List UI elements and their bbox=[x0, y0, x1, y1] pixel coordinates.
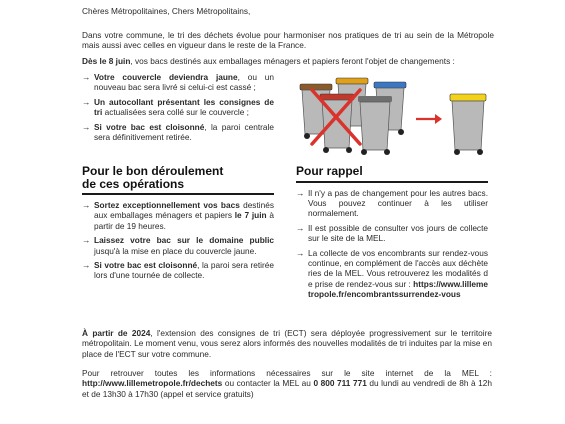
bin-wheel bbox=[398, 129, 404, 135]
section-operations-title bbox=[82, 165, 274, 190]
bin-grey-icon bbox=[358, 96, 392, 155]
operation-text-tail: à partir de 19 heures. bbox=[94, 210, 274, 231]
arrow-icon: → bbox=[82, 121, 91, 132]
reminder-item bbox=[296, 223, 488, 244]
operation-item bbox=[82, 260, 274, 281]
operation-item bbox=[82, 235, 274, 256]
reminder-text: La collecte de vos encombrants sur rendez-vous continue, en complément de l'accès aux déchèteries de la MEL. Vous retrouverez les modalités de prise de rendez-vous sur : bbox=[308, 247, 488, 289]
changes-list bbox=[82, 72, 274, 146]
arrow-head bbox=[435, 114, 442, 124]
bin-wheel bbox=[477, 149, 483, 155]
change-bold: Un autocollant présentant les consignes de tri bbox=[94, 96, 274, 118]
change-item bbox=[82, 72, 274, 93]
bin-body bbox=[360, 102, 390, 150]
date-lead-bold: Dès le 8 juin bbox=[82, 56, 131, 66]
operation-text: , la paroi sera retirée lors d'une tournée de collecte. bbox=[94, 260, 274, 281]
arrow-icon: → bbox=[296, 222, 305, 233]
operation-text: jusqu'à la mise en place du couvercle jaune. bbox=[94, 245, 257, 256]
section-reminder-title: Pour rappel bbox=[296, 164, 363, 178]
bin-lid bbox=[336, 78, 368, 84]
change-rest: actualisées sera collé sur le couvercle ; bbox=[102, 107, 249, 118]
section-operations bbox=[82, 165, 274, 285]
bin-lid bbox=[358, 96, 392, 102]
ect-paragraph bbox=[82, 328, 492, 359]
bin-yellow-icon bbox=[450, 94, 486, 155]
title-line-2: de ces opérations bbox=[82, 176, 185, 191]
bin-wheel bbox=[361, 149, 367, 155]
bin-lid bbox=[450, 94, 486, 101]
dechets-link[interactable]: http://www.lillemetropole.fr/dechets bbox=[82, 378, 223, 389]
change-item bbox=[82, 97, 274, 118]
section-reminder bbox=[296, 165, 488, 304]
ect-text: , l'extension des consignes de tri (ECT) sera déployée progressivement sur le territoire métropolitain. Le moment venu, vous serez alors informés des nouvelles modalités de tri induites par la mise en place de l'ECT sur votre commune. bbox=[82, 328, 492, 359]
operation-item bbox=[82, 200, 274, 231]
arrow-icon: → bbox=[82, 200, 91, 210]
phone-number[interactable]: 0 800 711 771 bbox=[313, 378, 367, 389]
change-rest: , la paroi centrale sera définitivement retirée. bbox=[94, 121, 274, 143]
greeting: Chères Métropolitaines, Chers Métropolitains, bbox=[82, 6, 251, 16]
arrow-icon: → bbox=[82, 72, 91, 82]
bin-lid bbox=[320, 94, 354, 100]
reminder-item bbox=[296, 248, 488, 300]
contact-paragraph bbox=[82, 368, 492, 399]
operation-bold: Si votre bac est cloisonné bbox=[94, 260, 198, 271]
contact-tail: du lundi au vendredi de 8h à 12h et de 13h30 à 17h30 (appel et service gratuits) bbox=[82, 378, 493, 399]
operation-text: destinés aux emballages ménagers et papiers bbox=[94, 200, 274, 221]
section-divider bbox=[82, 193, 274, 195]
contact-mid: ou contacter la MEL au bbox=[222, 378, 314, 389]
date-lead-rest: , vos bacs destinés aux emballages ménagers et papiers feront l'objet de changements : bbox=[130, 56, 455, 66]
bin-wheel bbox=[346, 147, 352, 153]
bin-lid bbox=[374, 82, 406, 88]
intro-paragraph: Dans votre commune, le tri des déchets évolue pour harmoniser nos pratiques de tri au sein de la Métropole mais aussi avec celles en vigueur dans le reste de la France. bbox=[82, 30, 494, 51]
bin-wheel bbox=[323, 147, 329, 153]
ect-bold: À partir de 2024 bbox=[82, 328, 151, 338]
reminder-item bbox=[296, 188, 488, 219]
section-divider bbox=[296, 181, 488, 183]
change-bold: Si votre bac est cloisonné bbox=[94, 121, 205, 132]
operation-bold: Laissez votre bac sur le domaine public bbox=[94, 235, 274, 246]
change-item bbox=[82, 122, 274, 143]
bin-wheel bbox=[454, 149, 460, 155]
arrow-icon: → bbox=[296, 247, 305, 258]
reminder-text: Il est possible de consulter vos jours de collecte sur le site de la MEL. bbox=[308, 222, 488, 244]
bin-wheel bbox=[384, 149, 390, 155]
bin-wheel bbox=[304, 133, 310, 139]
encombrants-link[interactable]: https://www.lillemetropole.fr/encombrantssurrendez-vous bbox=[308, 278, 488, 300]
change-bold: Votre couvercle deviendra jaune bbox=[94, 72, 238, 82]
operation-bold: Sortez exceptionnellement vos bacs bbox=[94, 200, 240, 210]
arrow-icon: → bbox=[82, 96, 91, 107]
arrow-icon: → bbox=[296, 187, 305, 198]
bins-illustration bbox=[294, 74, 494, 160]
arrow-icon: → bbox=[82, 235, 91, 246]
operation-date: le 7 juin bbox=[234, 210, 267, 221]
red-arrow-icon bbox=[416, 114, 442, 124]
contact-lead: Pour retrouver toutes les informations nécessaires sur le site internet de la MEL : bbox=[82, 368, 492, 378]
date-lead bbox=[82, 56, 494, 66]
arrow-icon: → bbox=[82, 260, 91, 271]
reminder-text: Il n'y a pas de changement pour les autres bacs. Vous pouvez continuer à les utiliser normalement. bbox=[308, 187, 488, 219]
bin-lid bbox=[300, 84, 332, 90]
change-rest: , ou un nouveau bac sera livré si celui-ci est cassé ; bbox=[94, 72, 274, 93]
bin-body bbox=[452, 101, 484, 150]
title-line-1: Pour le bon déroulement bbox=[82, 164, 224, 178]
